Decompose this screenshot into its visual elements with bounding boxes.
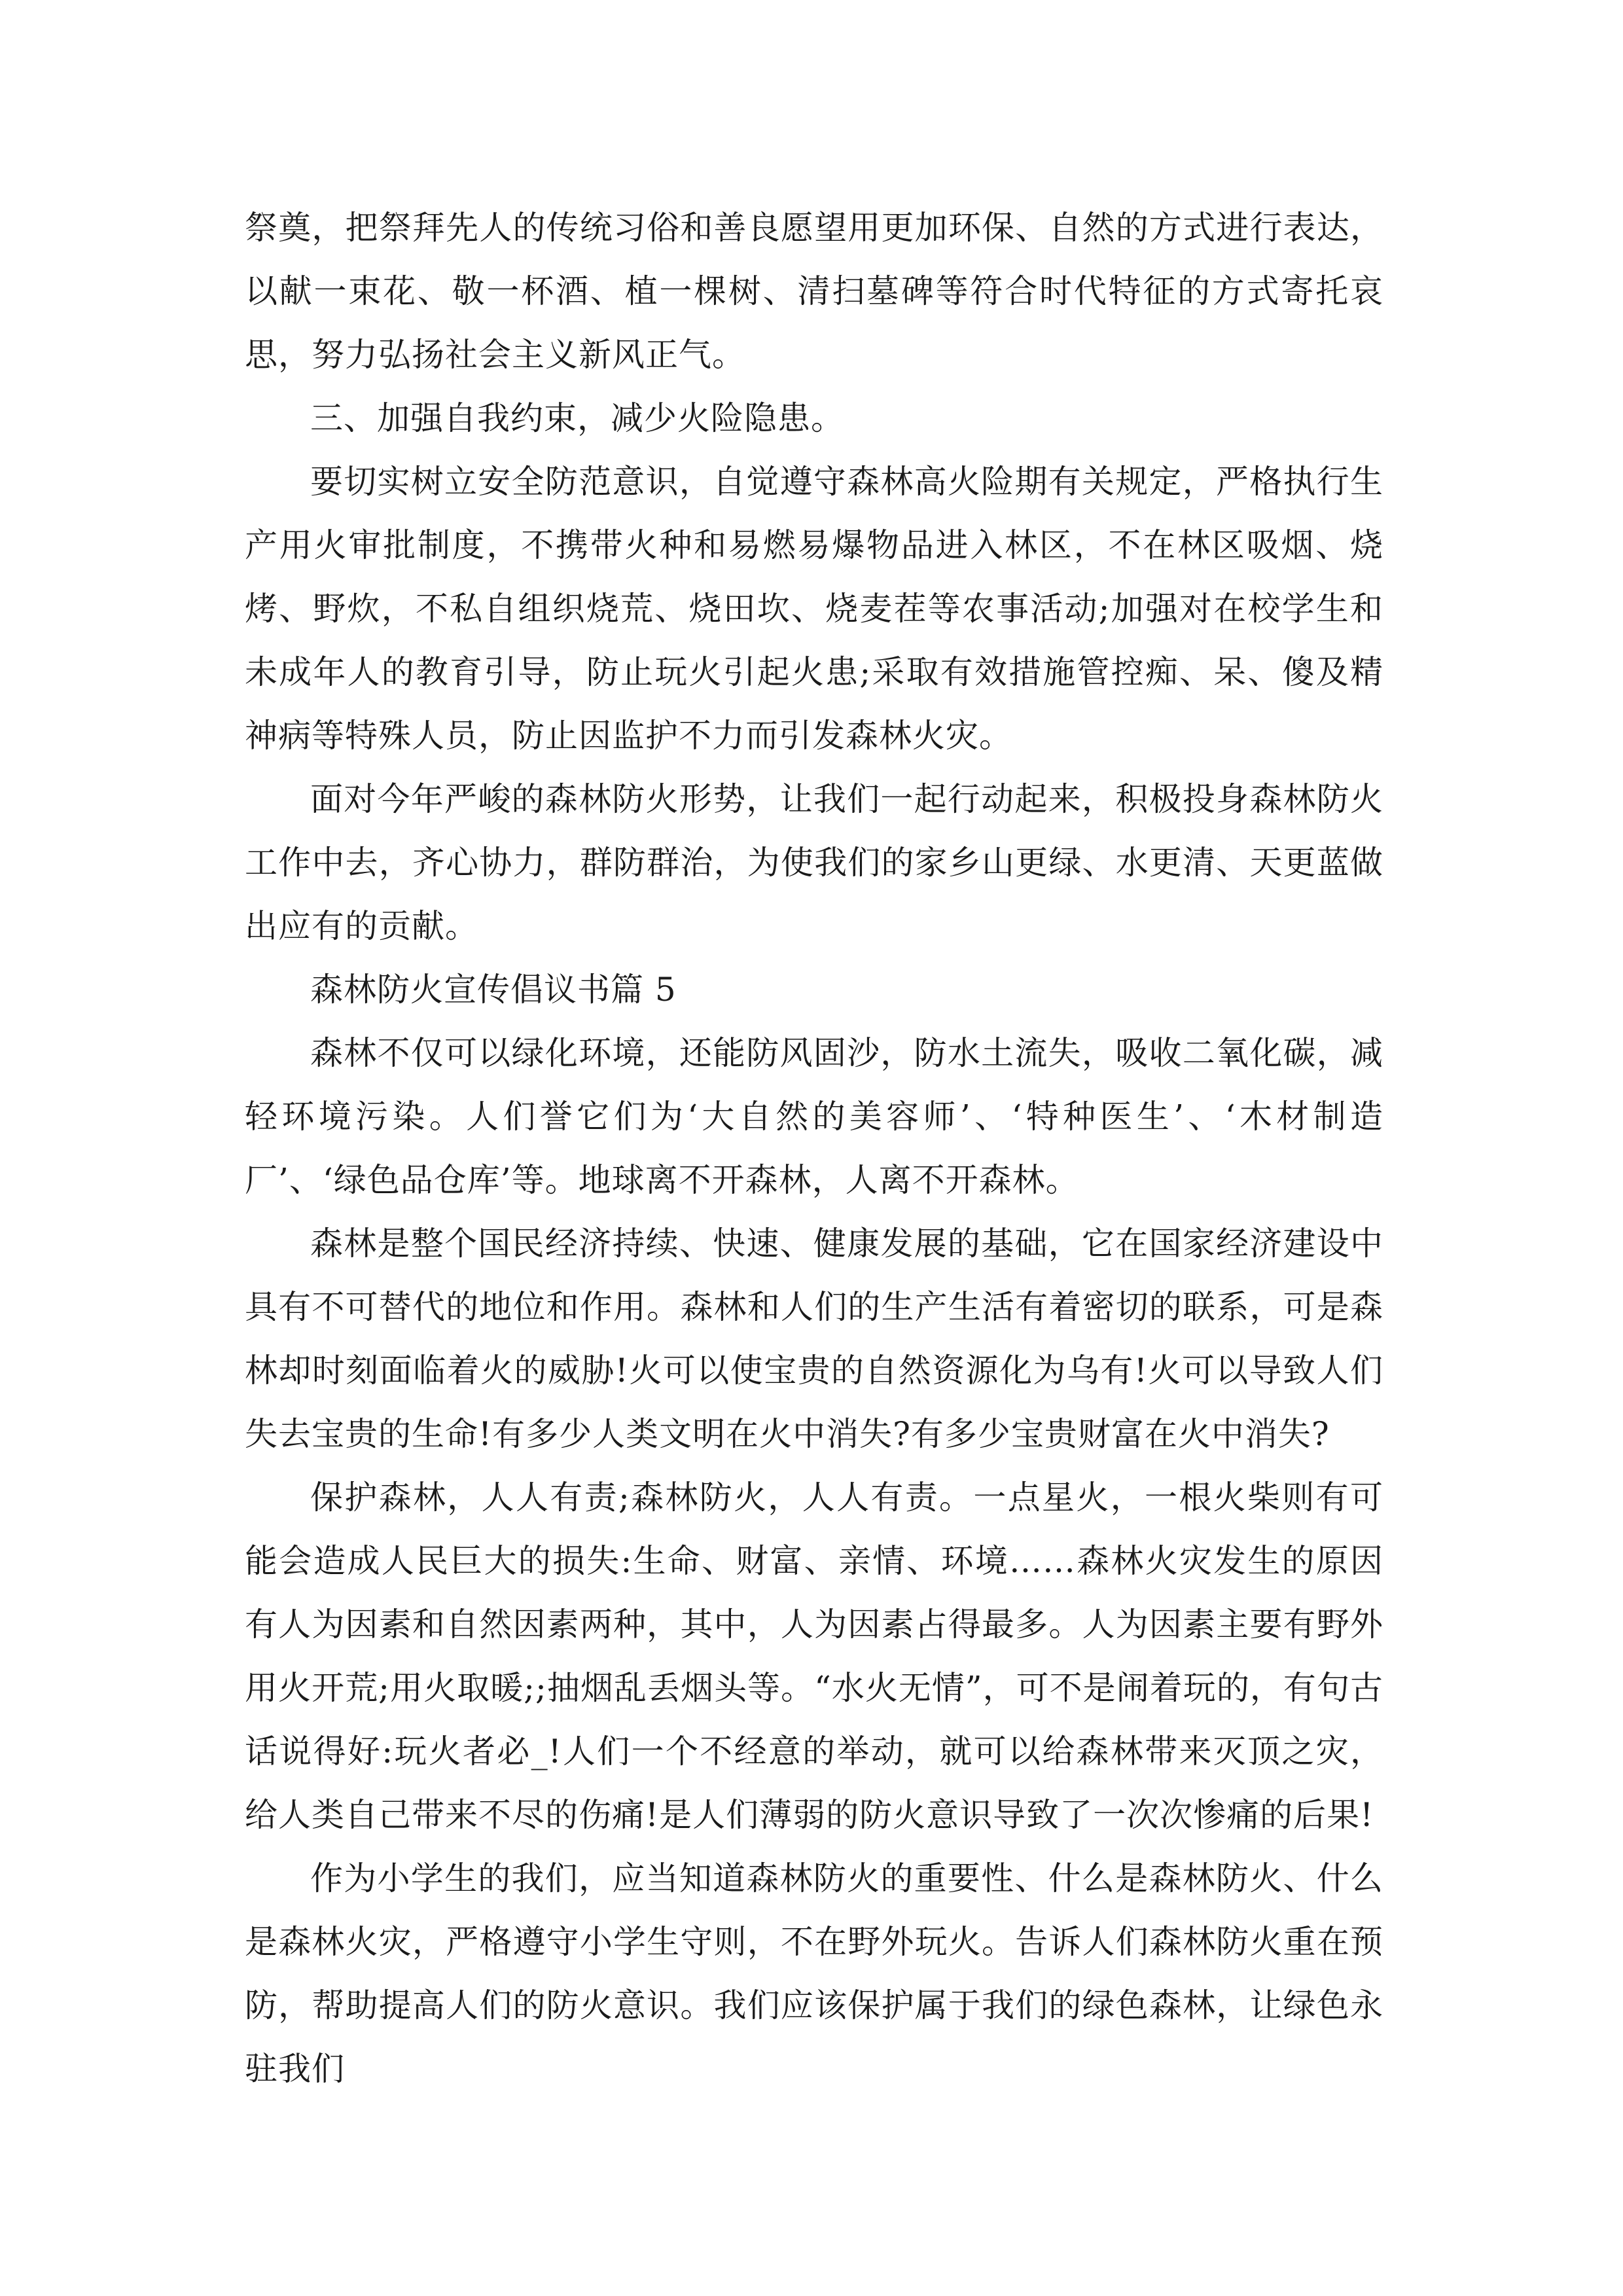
paragraph-protect-forest: 保护森林，人人有责;森林防火，人人有责。一点星火，一根火柴则有可能会造成人民巨大的损失:生命、财富、亲情、环境……森林火灾发生的原因有人为因素和自然因素两种，其中，人为因素占得最多。人为因素主要有野外用火开荒;用火取暖;;抽烟乱丢烟头等。“水火无情”，可不是闹着玩的，有句古话说得好:玩火者必_!人们一个不经意的举动，就可以给森林带来灭顶之灾，给人类自己带来不尽的伤痛!是人们薄弱的防火意识导致了一次次惨痛的后果! [245, 1479, 1383, 1834]
paragraph-students-role: 作为小学生的我们，应当知道森林防火的重要性、什么是森林防火、什么是森林火灾，严格遵守小学生守则，不在野外玩火。告诉人们森林防火重在预防，帮助提高人们的防火意识。我们应该保护属于我们的绿色森林，让绿色永驻我们 [245, 1859, 1383, 2088]
document-body [245, 196, 1383, 2101]
paragraph-continuation: 祭奠，把祭拜先人的传统习俗和善良愿望用更加环保、自然的方式进行表达，以献一束花、敬一杯酒、植一棵树、清扫墓碑等符合时代特征的方式寄托哀思，努力弘扬社会主义新风正气。 [245, 209, 1383, 374]
paragraph-forest-importance: 森林是整个国民经济持续、快速、健康发展的基础，它在国家经济建设中具有不可替代的地位和作用。森林和人们的生产生活有着密切的联系，可是森林却时刻面临着火的威胁!火可以使宝贵的自然资源化为乌有!火可以导致人们失去宝贵的生命!有多少人类文明在火中消失?有多少宝贵财富在火中消失? [245, 1225, 1383, 1453]
article-title-part-5: 森林防火宣传倡议书篇 5 [310, 971, 677, 1009]
section-heading-three: 三、加强自我约束，减少火险隐患。 [310, 399, 844, 437]
paragraph-forest-benefits: 森林不仅可以绿化环境，还能防风固沙，防水土流失，吸收二氧化碳，减轻环境污染。人们誉它们为‘大自然的美容师’、‘特种医生’、‘木材制造厂’、‘绿色品仓库’等。地球离不开森林，人离不开森林。 [245, 1034, 1383, 1199]
paragraph-call-to-action: 面对今年严峻的森林防火形势，让我们一起行动起来，积极投身森林防火工作中去，齐心协力，群防群治，为使我们的家乡山更绿、水更清、天更蓝做出应有的贡献。 [245, 780, 1383, 945]
paragraph-fire-safety-rules: 要切实树立安全防范意识，自觉遵守森林高火险期有关规定，严格执行生产用火审批制度，不携带火种和易燃易爆物品进入林区，不在林区吸烟、烧烤、野炊，不私自组织烧荒、烧田坎、烧麦茬等农事活动;加强对在校学生和未成年人的教育引导，防止玩火引起火患;采取有效措施管控痴、呆、傻及精神病等特殊人员，防止因监护不力而引发森林火灾。 [245, 463, 1383, 755]
